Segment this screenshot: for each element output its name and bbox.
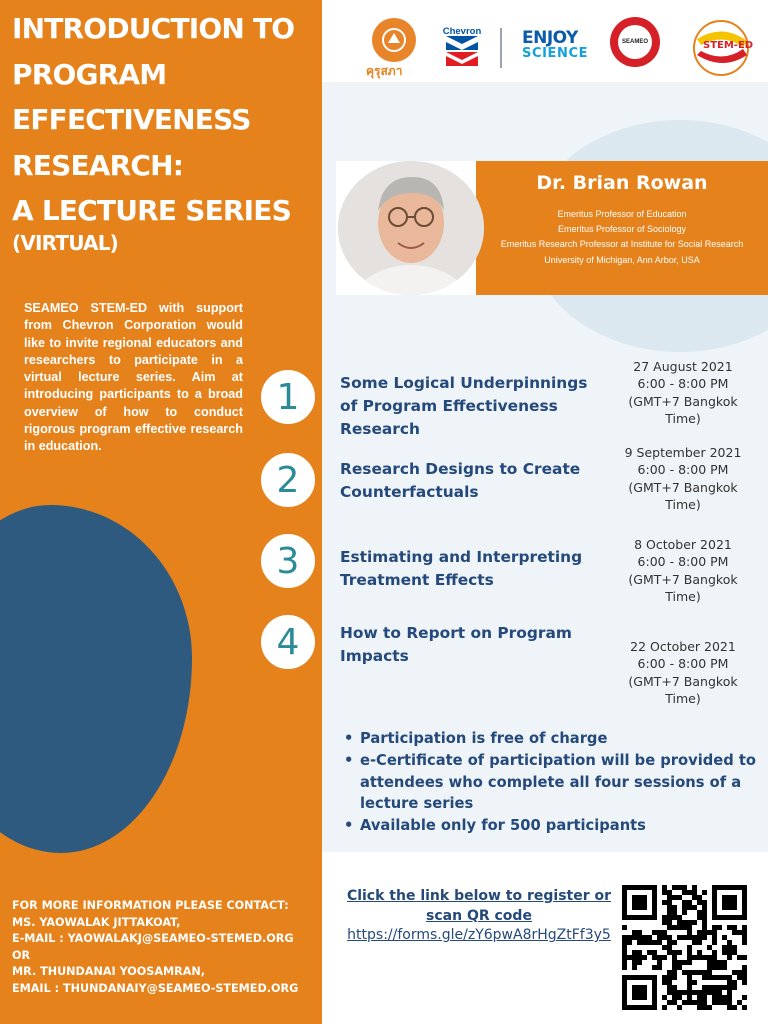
emblem-icon — [379, 25, 409, 55]
lecture-date: 22 October 2021 — [630, 639, 736, 654]
lecture-timezone: (GMT+7 Bangkok Time) — [628, 479, 738, 512]
lecture-schedule — [610, 638, 756, 707]
register-link[interactable]: https://forms.gle/zY6pwA8rHgZtFf3y5 — [347, 927, 611, 943]
lecture-time: 6:00 - 8:00 PM — [637, 462, 729, 478]
list-item-text: e-Certificate of participation will be provided to attendees who complete all four sessions of a lecture series — [360, 751, 756, 813]
speaker-role: Emeritus Research Professor at Institute for Social Research — [500, 239, 744, 249]
lecture-title-line: Estimating and Interpreting — [340, 548, 583, 566]
lecture-schedule — [610, 536, 756, 605]
stem-ed-label: STEM-ED — [703, 40, 754, 51]
seameo-logo — [610, 17, 660, 67]
speaker-role: University of Michigan, Ann Arbor, USA — [544, 255, 700, 265]
lecture-schedule — [610, 358, 756, 427]
lecture-title-line: Some Logical Underpinnings — [340, 374, 588, 392]
register-cta[interactable]: scan QR code — [426, 907, 532, 924]
enjoy-science-logo — [522, 30, 588, 62]
lecture-timezone: (GMT+7 Bangkok Time) — [628, 571, 738, 604]
intro-paragraph: SEAMEO STEM-ED with support from Chevron Corporation would like to invite regional educators and researchers to participate in a virtual lecture series. Aim at introducing participants to a broad overview of how to conduct rigorous program effective research in education. — [24, 301, 243, 454]
enjoy-label: ENJOY — [522, 28, 578, 48]
title-line: PROGRAM — [12, 57, 167, 91]
lecture-title — [340, 622, 608, 668]
contact-heading: FOR MORE INFORMATION PLEASE CONTACT: — [12, 899, 289, 912]
bullet-icon: • — [344, 817, 354, 835]
page-title — [12, 6, 312, 256]
contact-email[interactable]: E-MAIL : YAOWALAKJ@SEAMEO-STEMED.ORG — [12, 932, 294, 945]
benefits-list — [344, 728, 756, 837]
title-line: RESEARCH: — [12, 148, 184, 182]
lecture-title-line: How to Report on Program — [340, 624, 572, 642]
lecture-title — [340, 458, 608, 504]
lecture-title-line: Research — [340, 420, 420, 438]
bullet-icon: • — [344, 751, 354, 769]
science-label: SCIENCE — [522, 46, 589, 61]
lecture-time: 6:00 - 8:00 PM — [637, 554, 729, 570]
contact-name: MS. YAOWALAK JITTAKOAT, — [12, 915, 181, 929]
speaker-role: Emeritus Professor of Sociology — [557, 224, 687, 234]
lecture-timezone: (GMT+7 Bangkok Time) — [628, 393, 738, 426]
title-line: EFFECTIVENESS — [12, 103, 251, 136]
lecture-number-badge: 3 — [258, 531, 318, 591]
kurusapa-logo — [372, 18, 416, 62]
lecture-title-line: Research Designs to Create — [340, 460, 581, 478]
decorative-blob — [0, 505, 192, 853]
list-item — [344, 815, 756, 837]
lecture-time: 6:00 - 8:00 PM — [637, 376, 729, 392]
lecture-time: 6:00 - 8:00 PM — [637, 656, 729, 672]
lecture-title-line: Impacts — [340, 647, 409, 665]
list-item — [344, 728, 756, 750]
qr-code[interactable] — [612, 879, 756, 1016]
lecture-number-badge: 2 — [258, 450, 318, 510]
contact-info — [12, 898, 317, 997]
lecture-title-line: of Program Effectiveness — [340, 397, 558, 415]
list-item-text: Participation is free of charge — [360, 730, 608, 747]
lecture-date: 27 August 2021 — [633, 359, 733, 374]
lecture-title-line: Counterfactuals — [340, 483, 479, 501]
seameo-label: SEAMEO — [618, 25, 652, 59]
speaker-photo — [338, 161, 484, 295]
contact-email[interactable]: EMAIL : THUNDANAIY@SEAMEO-STEMED.ORG — [12, 981, 299, 995]
title-line: INTRODUCTION TO — [12, 12, 295, 45]
chevron-label: Chevron — [442, 26, 482, 37]
speaker-role: Emeritus Professor of Education — [557, 209, 687, 219]
lecture-date: 9 September 2021 — [624, 445, 742, 460]
lecture-number-badge: 1 — [258, 367, 318, 427]
bullet-icon: • — [344, 730, 354, 747]
contact-or: OR — [12, 948, 31, 962]
register-cta[interactable]: Click the link below to register or — [346, 888, 612, 904]
kurusapa-label: คุรุสภา — [366, 64, 403, 78]
left-panel — [0, 0, 322, 1024]
list-item-text: Available only for 500 participants — [360, 817, 646, 835]
lecture-title — [340, 546, 608, 592]
lecture-title-line: Treatment Effects — [340, 571, 494, 589]
list-item — [344, 750, 756, 815]
lecture-date: 8 October 2021 — [634, 537, 732, 552]
divider — [500, 28, 502, 68]
register-section — [344, 887, 614, 946]
lecture-number-badge: 4 — [258, 612, 318, 672]
lecture-title — [340, 372, 608, 441]
contact-name: MR. THUNDANAI YOOSAMRAN, — [12, 965, 206, 978]
lecture-timezone: (GMT+7 Bangkok Time) — [628, 673, 738, 706]
title-line: A LECTURE SERIES — [12, 194, 291, 227]
lecture-schedule — [610, 444, 756, 513]
speaker-name: Dr. Brian Rowan — [536, 172, 708, 194]
qr-code-image — [612, 879, 756, 1016]
portrait-image — [338, 161, 484, 295]
page-subtitle: (VIRTUAL) — [12, 230, 118, 255]
